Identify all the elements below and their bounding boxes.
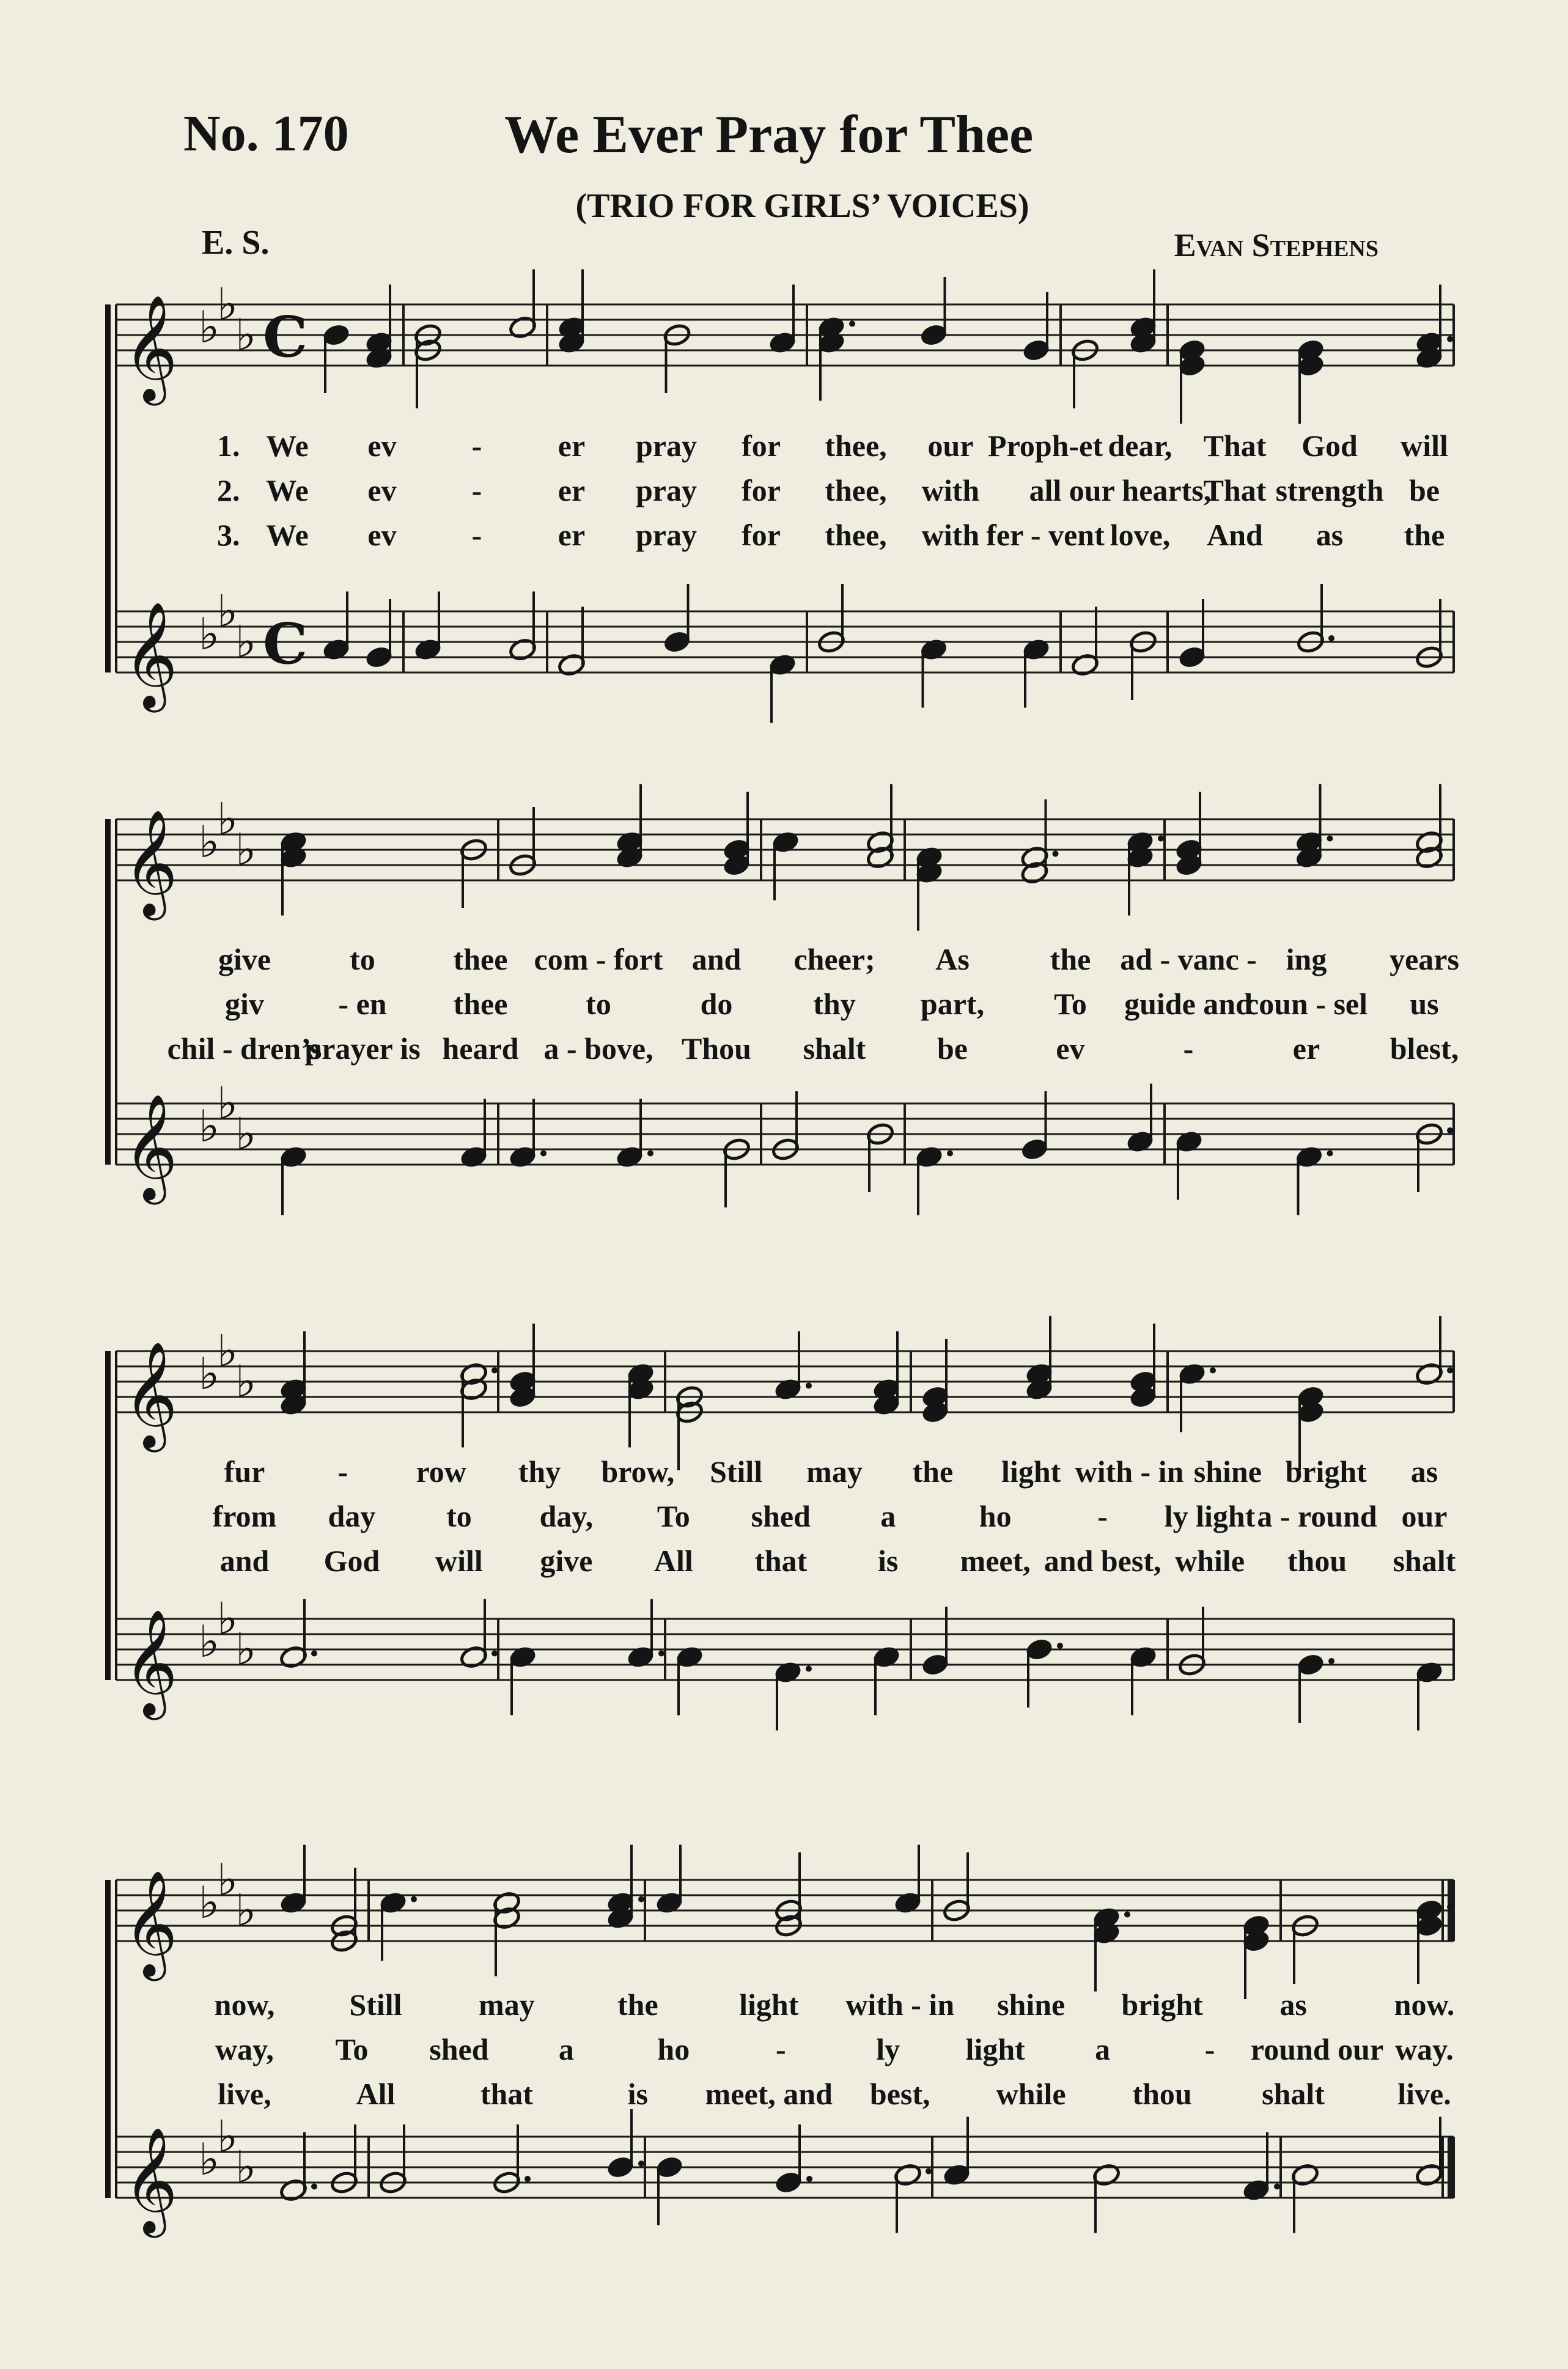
system-2-upper-treble-clef-icon: 𝄞 <box>123 809 178 916</box>
lyric-word: As <box>935 942 970 976</box>
lyric-word: ad - vanc - <box>1120 942 1257 976</box>
lyric-word: while <box>1175 1544 1245 1578</box>
lyric-word: To <box>1054 987 1087 1021</box>
lyric-word: All <box>356 2077 396 2111</box>
system-4-lower-dot <box>638 2161 644 2167</box>
lyric-word: ev <box>367 473 397 507</box>
system-4-upper-dot <box>1447 1904 1453 1910</box>
lyric-word: Still <box>349 1988 402 2022</box>
lyric-word: That <box>1203 473 1267 507</box>
lyric-word: with - in <box>1075 1454 1184 1489</box>
lyric-word: giv <box>225 987 264 1021</box>
system-1-upper-treble-clef-icon: 𝄞 <box>123 295 178 401</box>
system-1-upper-flat-icon: ♭ <box>217 278 238 330</box>
lyricist: E. S. <box>202 224 270 262</box>
system-2-upper-flat-icon: ♭ <box>199 816 219 868</box>
lyric-word: the <box>912 1454 954 1489</box>
system-2-lower-treble-clef-icon: 𝄞 <box>123 1094 178 1200</box>
lyric-word: dear, <box>1108 429 1172 463</box>
system-3-upper-treble-clef-icon: 𝄞 <box>123 1341 178 1448</box>
system-3-upper-flat-icon: ♭ <box>235 1355 256 1407</box>
system-4-lower-dot <box>806 2176 812 2182</box>
lyric-word: - <box>1183 1031 1194 1066</box>
lyric-word: ev <box>367 518 397 552</box>
system-4-lower-dot <box>926 2168 932 2175</box>
lyric-word: shed <box>751 1499 811 1533</box>
system-3-lower-dot <box>806 1666 812 1672</box>
lyric-word: is <box>627 2077 649 2111</box>
system-2-bracket <box>105 819 111 1165</box>
lyric-word: for <box>742 473 781 507</box>
lyric-word: - <box>471 518 482 552</box>
system-3-lower-dot <box>658 1651 664 1657</box>
lyric-word: Still <box>710 1454 763 1489</box>
lyric-word: to <box>446 1499 472 1533</box>
lyric-word: live. <box>1397 2077 1451 2111</box>
system-3-upper-dot <box>491 1368 498 1374</box>
system-2-lower-dot <box>1447 1127 1453 1133</box>
lyric-word: give <box>540 1544 593 1578</box>
system-4-upper-flat-icon: ♭ <box>235 1884 256 1936</box>
system-2-upper-flat-icon: ♭ <box>235 823 256 875</box>
lyric-word: shed <box>429 2032 489 2066</box>
lyric-word: bright <box>1285 1454 1367 1489</box>
lyric-word: pray <box>636 518 697 552</box>
verse-number: 3. <box>217 518 240 552</box>
lyric-word: that <box>754 1544 808 1578</box>
lyric-word: thy <box>813 987 856 1021</box>
system-4-lower-dot <box>525 2176 531 2182</box>
system-4-upper-dot <box>1124 1912 1130 1918</box>
lyric-word: ev <box>1056 1031 1085 1066</box>
lyric-word: light <box>965 2032 1025 2066</box>
lyric-word: ho <box>979 1499 1012 1533</box>
lyric-word: blest, <box>1389 1031 1459 1066</box>
lyric-word: way. <box>1395 2032 1454 2066</box>
lyric-word: with - in <box>845 1988 955 2022</box>
lyric-word: that <box>480 2077 533 2111</box>
lyric-word: God <box>1301 429 1358 463</box>
system-4-lower-flat-icon: ♭ <box>217 2110 238 2162</box>
lyric-word: best, <box>869 2077 930 2111</box>
system-1-upper-dot <box>1447 336 1453 342</box>
lyric-word: light <box>1001 1454 1061 1489</box>
system-3-lower-flat-icon: ♭ <box>199 1616 219 1667</box>
lyric-word: ly light <box>1164 1499 1256 1533</box>
lyric-word: er <box>1292 1031 1320 1066</box>
lyric-word: - <box>1097 1499 1108 1533</box>
system-1-lower-treble-clef-icon: 𝄞 <box>123 602 178 708</box>
system-3-upper-dot <box>1210 1368 1216 1374</box>
lyric-word: ho <box>657 2032 690 2066</box>
lyric-word: - <box>471 473 482 507</box>
lyric-word: thou <box>1287 1544 1347 1578</box>
hymn-title: We Ever Pray for Thee <box>504 105 1034 164</box>
lyric-word: pray <box>636 429 697 463</box>
system-1-lower-dot <box>1328 635 1334 641</box>
lyric-word: be <box>1409 473 1440 507</box>
system-1-lower-flat-icon: ♭ <box>199 608 219 660</box>
lyric-word: our <box>927 429 974 463</box>
system-2-lower-flat-icon: ♭ <box>217 1077 238 1129</box>
lyric-word: - en <box>338 987 387 1021</box>
system-1-lower-time-signature: C <box>263 611 308 677</box>
lyric-word: as <box>1316 518 1344 552</box>
lyric-word: us <box>1410 987 1439 1021</box>
lyric-word: live, <box>218 2077 271 2111</box>
lyric-word: our <box>1401 1499 1448 1533</box>
lyric-word: bright <box>1121 1988 1203 2022</box>
lyric-word: as <box>1410 1454 1438 1489</box>
verse-number: 1. <box>217 429 240 463</box>
lyric-word: We <box>266 518 309 552</box>
system-4-upper-dot <box>638 1896 644 1903</box>
system-2-lower-flat-icon: ♭ <box>199 1100 219 1152</box>
lyric-word: - <box>775 2032 786 2066</box>
system-4-lower-flat-icon: ♭ <box>235 2141 256 2193</box>
lyric-word: er <box>558 518 586 552</box>
system-4-upper-flat-icon: ♭ <box>217 1854 238 1906</box>
lyric-word: thy <box>518 1454 561 1489</box>
system-3-upper-flat-icon: ♭ <box>199 1348 219 1399</box>
lyric-word: for <box>742 518 781 552</box>
lyric-word: from <box>212 1499 277 1533</box>
lyric-word: thee, <box>825 473 887 507</box>
lyric-word: day <box>328 1499 376 1533</box>
lyric-word: thou <box>1132 2077 1192 2111</box>
system-3-upper-dot <box>806 1383 812 1389</box>
lyric-word: brow, <box>601 1454 675 1489</box>
system-2-upper-dot <box>1053 851 1059 857</box>
lyric-word: give <box>218 942 271 976</box>
lyric-word: thee, <box>825 429 887 463</box>
lyric-word: ing <box>1286 942 1327 976</box>
system-4-lower-treble-clef-icon: 𝄞 <box>123 2127 178 2233</box>
system-2-lower-flat-icon: ♭ <box>235 1108 256 1160</box>
system-3-upper-dot <box>1447 1368 1453 1374</box>
lyric-word: fer - vent <box>986 518 1105 552</box>
lyric-word: be <box>937 1031 968 1066</box>
lyric-word: for <box>742 429 781 463</box>
system-3-lower-flat-icon: ♭ <box>235 1623 256 1675</box>
system-3-lower-dot <box>491 1651 498 1657</box>
composer: Evan Stephens <box>1174 227 1378 263</box>
system-2-lower-dot <box>647 1151 653 1157</box>
system-2-upper-dot <box>1327 836 1333 842</box>
system-2-lower-dot <box>1327 1151 1333 1157</box>
lyric-word: and <box>219 1544 270 1578</box>
system-1-lower-flat-icon: ♭ <box>235 616 256 668</box>
lyric-word: way, <box>215 2032 274 2066</box>
lyric-word: To <box>657 1499 690 1533</box>
system-4-upper-flat-icon: ♭ <box>199 1877 219 1928</box>
system-4-upper-dot <box>411 1896 417 1903</box>
lyric-word: shine <box>1193 1454 1262 1489</box>
lyric-word: All <box>653 1544 693 1578</box>
system-4-upper-final-barline-thick <box>1448 1880 1455 1941</box>
lyric-word: er <box>558 429 586 463</box>
system-4-lower-final-barline-thick <box>1448 2137 1455 2198</box>
lyric-word: may <box>479 1988 535 2022</box>
lyric-word: day, <box>539 1499 594 1533</box>
lyric-word: And <box>1207 518 1263 552</box>
lyric-word: the <box>1050 942 1091 976</box>
lyric-word: thee <box>453 942 508 976</box>
system-2-lower-dot <box>540 1151 547 1157</box>
lyric-word: will <box>435 1544 483 1578</box>
lyric-word: Thou <box>682 1031 751 1066</box>
lyric-word: the <box>617 1988 658 2022</box>
lyric-word: - <box>1204 2032 1215 2066</box>
lyric-word: heard <box>442 1031 519 1066</box>
lyric-word: er <box>558 473 586 507</box>
system-1-bracket <box>105 304 111 672</box>
system-1-upper-flat-icon: ♭ <box>235 309 256 361</box>
lyric-word: to <box>350 942 375 976</box>
lyric-word: We <box>266 429 309 463</box>
lyric-word: pray <box>636 473 697 507</box>
lyric-word: row <box>416 1454 466 1489</box>
system-2-upper-flat-icon: ♭ <box>217 793 238 845</box>
lyric-word: guide and <box>1124 987 1253 1021</box>
system-4-bracket <box>105 1880 111 2198</box>
lyric-word: do <box>700 987 733 1021</box>
hymn-number: No. 170 <box>183 105 349 162</box>
lyric-word: shalt <box>1393 1544 1456 1578</box>
lyric-word: now. <box>1394 1988 1455 2022</box>
lyric-word: with <box>921 473 980 507</box>
system-2-upper-dot <box>1158 836 1164 842</box>
lyric-word: That <box>1203 429 1267 463</box>
lyric-word: years <box>1389 942 1459 976</box>
system-1-upper-flat-icon: ♭ <box>199 301 219 353</box>
lyric-word: chil - dren’s <box>167 1031 322 1066</box>
lyric-word: may <box>806 1454 863 1489</box>
system-3-bracket <box>105 1351 111 1680</box>
system-4-lower-dot <box>311 2184 317 2190</box>
lyric-word: thee, <box>825 518 887 552</box>
lyric-word: cheer; <box>793 942 875 976</box>
lyric-word: love, <box>1110 518 1171 552</box>
system-3-lower-treble-clef-icon: 𝄞 <box>123 1609 178 1715</box>
lyric-word: thee <box>453 987 508 1021</box>
system-3-lower-dot <box>311 1651 317 1657</box>
verse-number: 2. <box>217 473 240 507</box>
lyric-word: - <box>471 429 482 463</box>
lyric-word: God <box>323 1544 380 1578</box>
lyric-word: To <box>335 2032 369 2066</box>
lyric-word: com - fort <box>534 942 663 976</box>
lyric-word: will <box>1401 429 1448 463</box>
lyric-word: meet, and <box>705 2077 833 2111</box>
lyric-word: now, <box>214 1988 275 2022</box>
lyric-word: all <box>1029 473 1062 507</box>
lyric-word: and best, <box>1043 1544 1161 1578</box>
lyric-word: a - round <box>1257 1499 1377 1533</box>
lyric-word: fur <box>224 1454 265 1489</box>
system-2-lower-dot <box>947 1151 953 1157</box>
lyric-word: coun - sel <box>1245 987 1367 1021</box>
lyric-word: shalt <box>803 1031 866 1066</box>
lyric-word: the <box>1404 518 1445 552</box>
system-1-upper-dot <box>849 321 855 327</box>
lyric-word: a - bove, <box>543 1031 653 1066</box>
system-4-lower-dot <box>1274 2184 1280 2190</box>
lyric-word: our hearts, <box>1069 473 1212 507</box>
lyric-word: a <box>880 1499 896 1533</box>
lyric-word: ev <box>367 429 397 463</box>
lyric-word: meet, <box>960 1544 1031 1578</box>
system-4-lower-flat-icon: ♭ <box>199 2134 219 2185</box>
lyric-word: prayer is <box>304 1031 421 1066</box>
lyric-word: light <box>739 1988 799 2022</box>
system-3-upper-flat-icon: ♭ <box>217 1325 238 1377</box>
system-4-upper-treble-clef-icon: 𝄞 <box>123 1870 178 1977</box>
system-1-upper-time-signature: C <box>263 304 308 370</box>
lyric-word: round our <box>1250 2032 1384 2066</box>
lyric-word: shine <box>997 1988 1066 2022</box>
system-3-lower-flat-icon: ♭ <box>217 1593 238 1645</box>
lyric-word: with <box>921 518 980 552</box>
lyric-word: part, <box>920 987 985 1021</box>
lyric-word: to <box>586 987 611 1021</box>
system-1-lower-flat-icon: ♭ <box>217 585 238 637</box>
lyric-word: and <box>691 942 742 976</box>
lyric-word: ly <box>876 2032 900 2066</box>
lyric-word: Proph-et <box>988 429 1103 463</box>
lyric-word: We <box>266 473 309 507</box>
lyric-word: strength <box>1275 473 1384 507</box>
lyric-word: shalt <box>1262 2077 1325 2111</box>
lyric-word: - <box>337 1454 348 1489</box>
lyric-word: while <box>996 2077 1066 2111</box>
system-3-lower-dot <box>1057 1643 1063 1649</box>
system-3-lower-dot <box>1328 1658 1334 1664</box>
lyric-word: as <box>1279 1988 1307 2022</box>
lyric-word: a <box>558 2032 574 2066</box>
hymn-subtitle: (TRIO FOR GIRLS’ VOICES) <box>575 187 1029 225</box>
lyric-word: a <box>1095 2032 1111 2066</box>
lyric-word: is <box>878 1544 899 1578</box>
